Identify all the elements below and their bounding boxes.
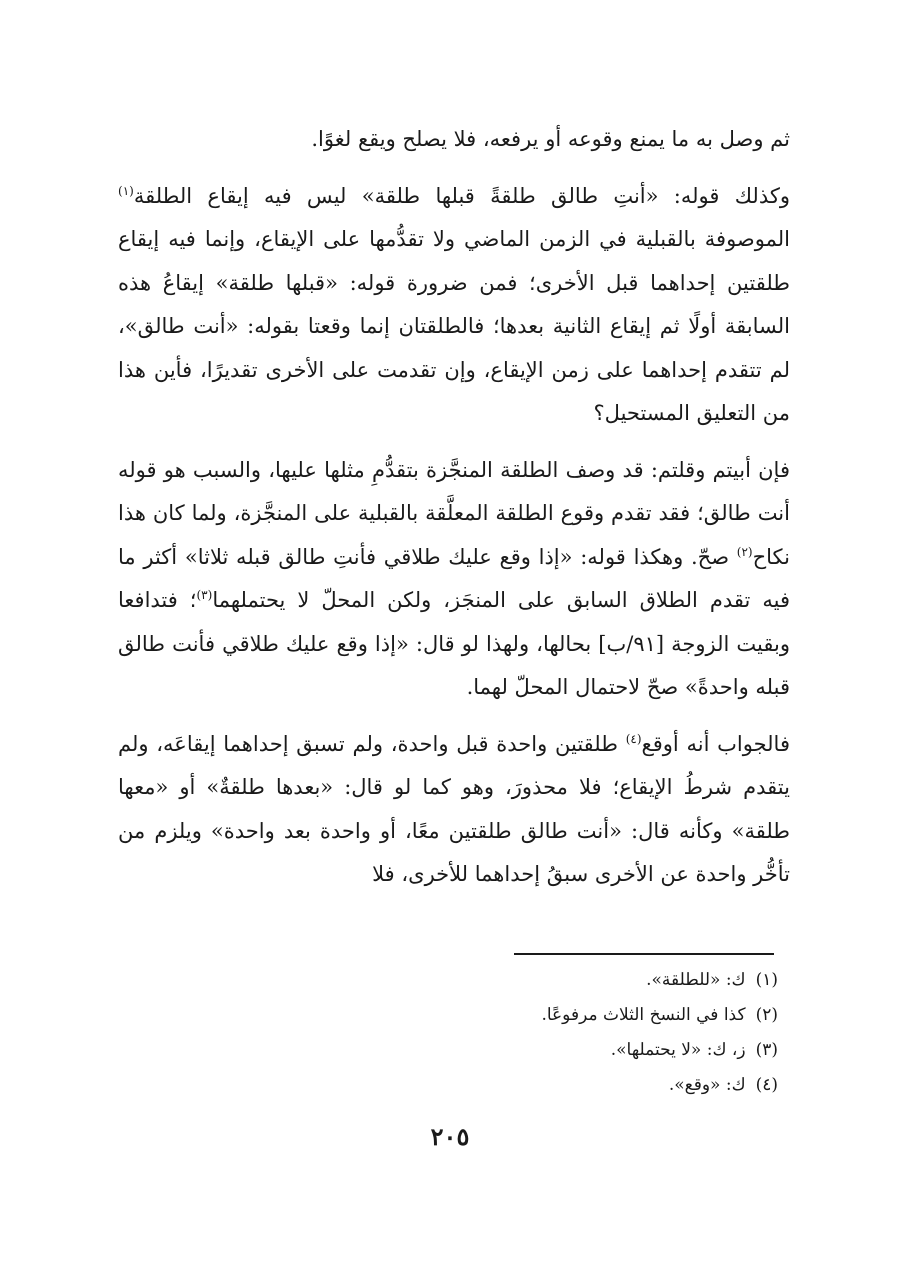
footnote-number: (٤) (755, 1075, 778, 1095)
paragraph-1 (118, 118, 790, 162)
footnote-number: (١) (755, 970, 778, 990)
paragraph-2 (118, 175, 790, 436)
footnote-4 (118, 1068, 778, 1103)
footnote-number: (٣) (755, 1040, 778, 1060)
paragraph-4 (118, 723, 790, 897)
paragraph-3 (118, 449, 790, 710)
footnote-ref-2[interactable]: (٢) (736, 544, 753, 559)
paragraph-text: وكذلك قوله: «أنتِ طالق طلقةً قبلها طلقة» ليس فيه إيقاع الطلقة (133, 183, 790, 208)
footnote-text: كذا في النسخ الثلاث مرفوعًا. (541, 1005, 746, 1025)
footnote-ref-4[interactable]: (٤) (625, 731, 642, 746)
footnote-1 (118, 963, 778, 998)
page-number: ٢٠٥ (430, 1122, 470, 1151)
footnote-text: ك: «للطلقة». (646, 970, 746, 990)
footnote-2 (118, 998, 778, 1033)
paragraph-text: فالجواب أنه أوقع (641, 731, 790, 756)
footnote-divider (514, 953, 774, 955)
paragraph-text: ؛ فتدافعا وبقيت الزوجة [٩١/ب] بحالها، ولهذا لو قال: «إذا وقع عليك طلاقي فأنت طالق قبله واحدةً» صحّ لاحتمال المحلّ لهما. (118, 588, 790, 699)
paragraph-text: فإن أبيتم وقلتم: قد وصف الطلقة المنجَّزة بتقدُّمِ مثلها عليها، والسبب هو قوله أنت طالق؛ فقد تقدم وقوع الطلقة المعلَّقة بالقبلية على المنجَّزة، ولما كان هذا نكاح (118, 457, 790, 569)
footnote-ref-1[interactable]: (١) (118, 183, 134, 198)
paragraph-text: طلقتين واحدة قبل واحدة، ولم تسبق إحداهما إيقاعَه، ولم يتقدم شرطُ الإيقاع؛ فلا محذورَ، وهو كما لو قال: «بعدها طلقةٌ» أو «معها طلقة» وكأنه قال: «أنت طالق طلقتين معًا، أو واحدة بعد واحدة» ويلزم من تأخُّر واحدة عن الأخرى سبقُ إحداهما للأخرى، فلا (118, 731, 790, 886)
paragraph-text: ثم وصل به ما يمنع وقوعه أو يرفعه، فلا يصلح ويقع لغوًا. (311, 127, 790, 151)
footnote-number: (٢) (755, 1005, 778, 1025)
footnote-3 (118, 1033, 778, 1068)
footnote-text: ز، ك: «لا يحتملها». (610, 1040, 746, 1060)
paragraph-text: الموصوفة بالقبلية في الزمن الماضي ولا تقدُّمها على الإيقاع، وإنما فيه إيقاع طلقتين إحداهما قبل الأخرى؛ فمن ضرورة قوله: «قبلها طلقة» إيقاعُ هذه السابقة أولًا ثم إيقاع الثانية بعدها؛ فالطلقتان إنما وقعتا بقوله: «أنت طالق»، لم تتقدم إحداهما على زمن الإيقاع، وإن تقدمت على الأخرى تقديرًا، فأين هذا من التعليق المستحيل؟ (118, 227, 790, 425)
main-text (118, 118, 790, 897)
footnotes (118, 963, 778, 1103)
footnote-ref-3[interactable]: (٣) (196, 588, 213, 602)
paragraph-text: صحّ. وهكذا قوله: «إذا وقع عليك طلاقي فأنتِ طالق قبله ثلاثا» أكثر ما فيه تقدم الطلاق السابق على المنجَز، ولكن المحلّ لا يحتملهما (118, 544, 791, 612)
footnote-text: ك: «وقع». (668, 1075, 746, 1095)
